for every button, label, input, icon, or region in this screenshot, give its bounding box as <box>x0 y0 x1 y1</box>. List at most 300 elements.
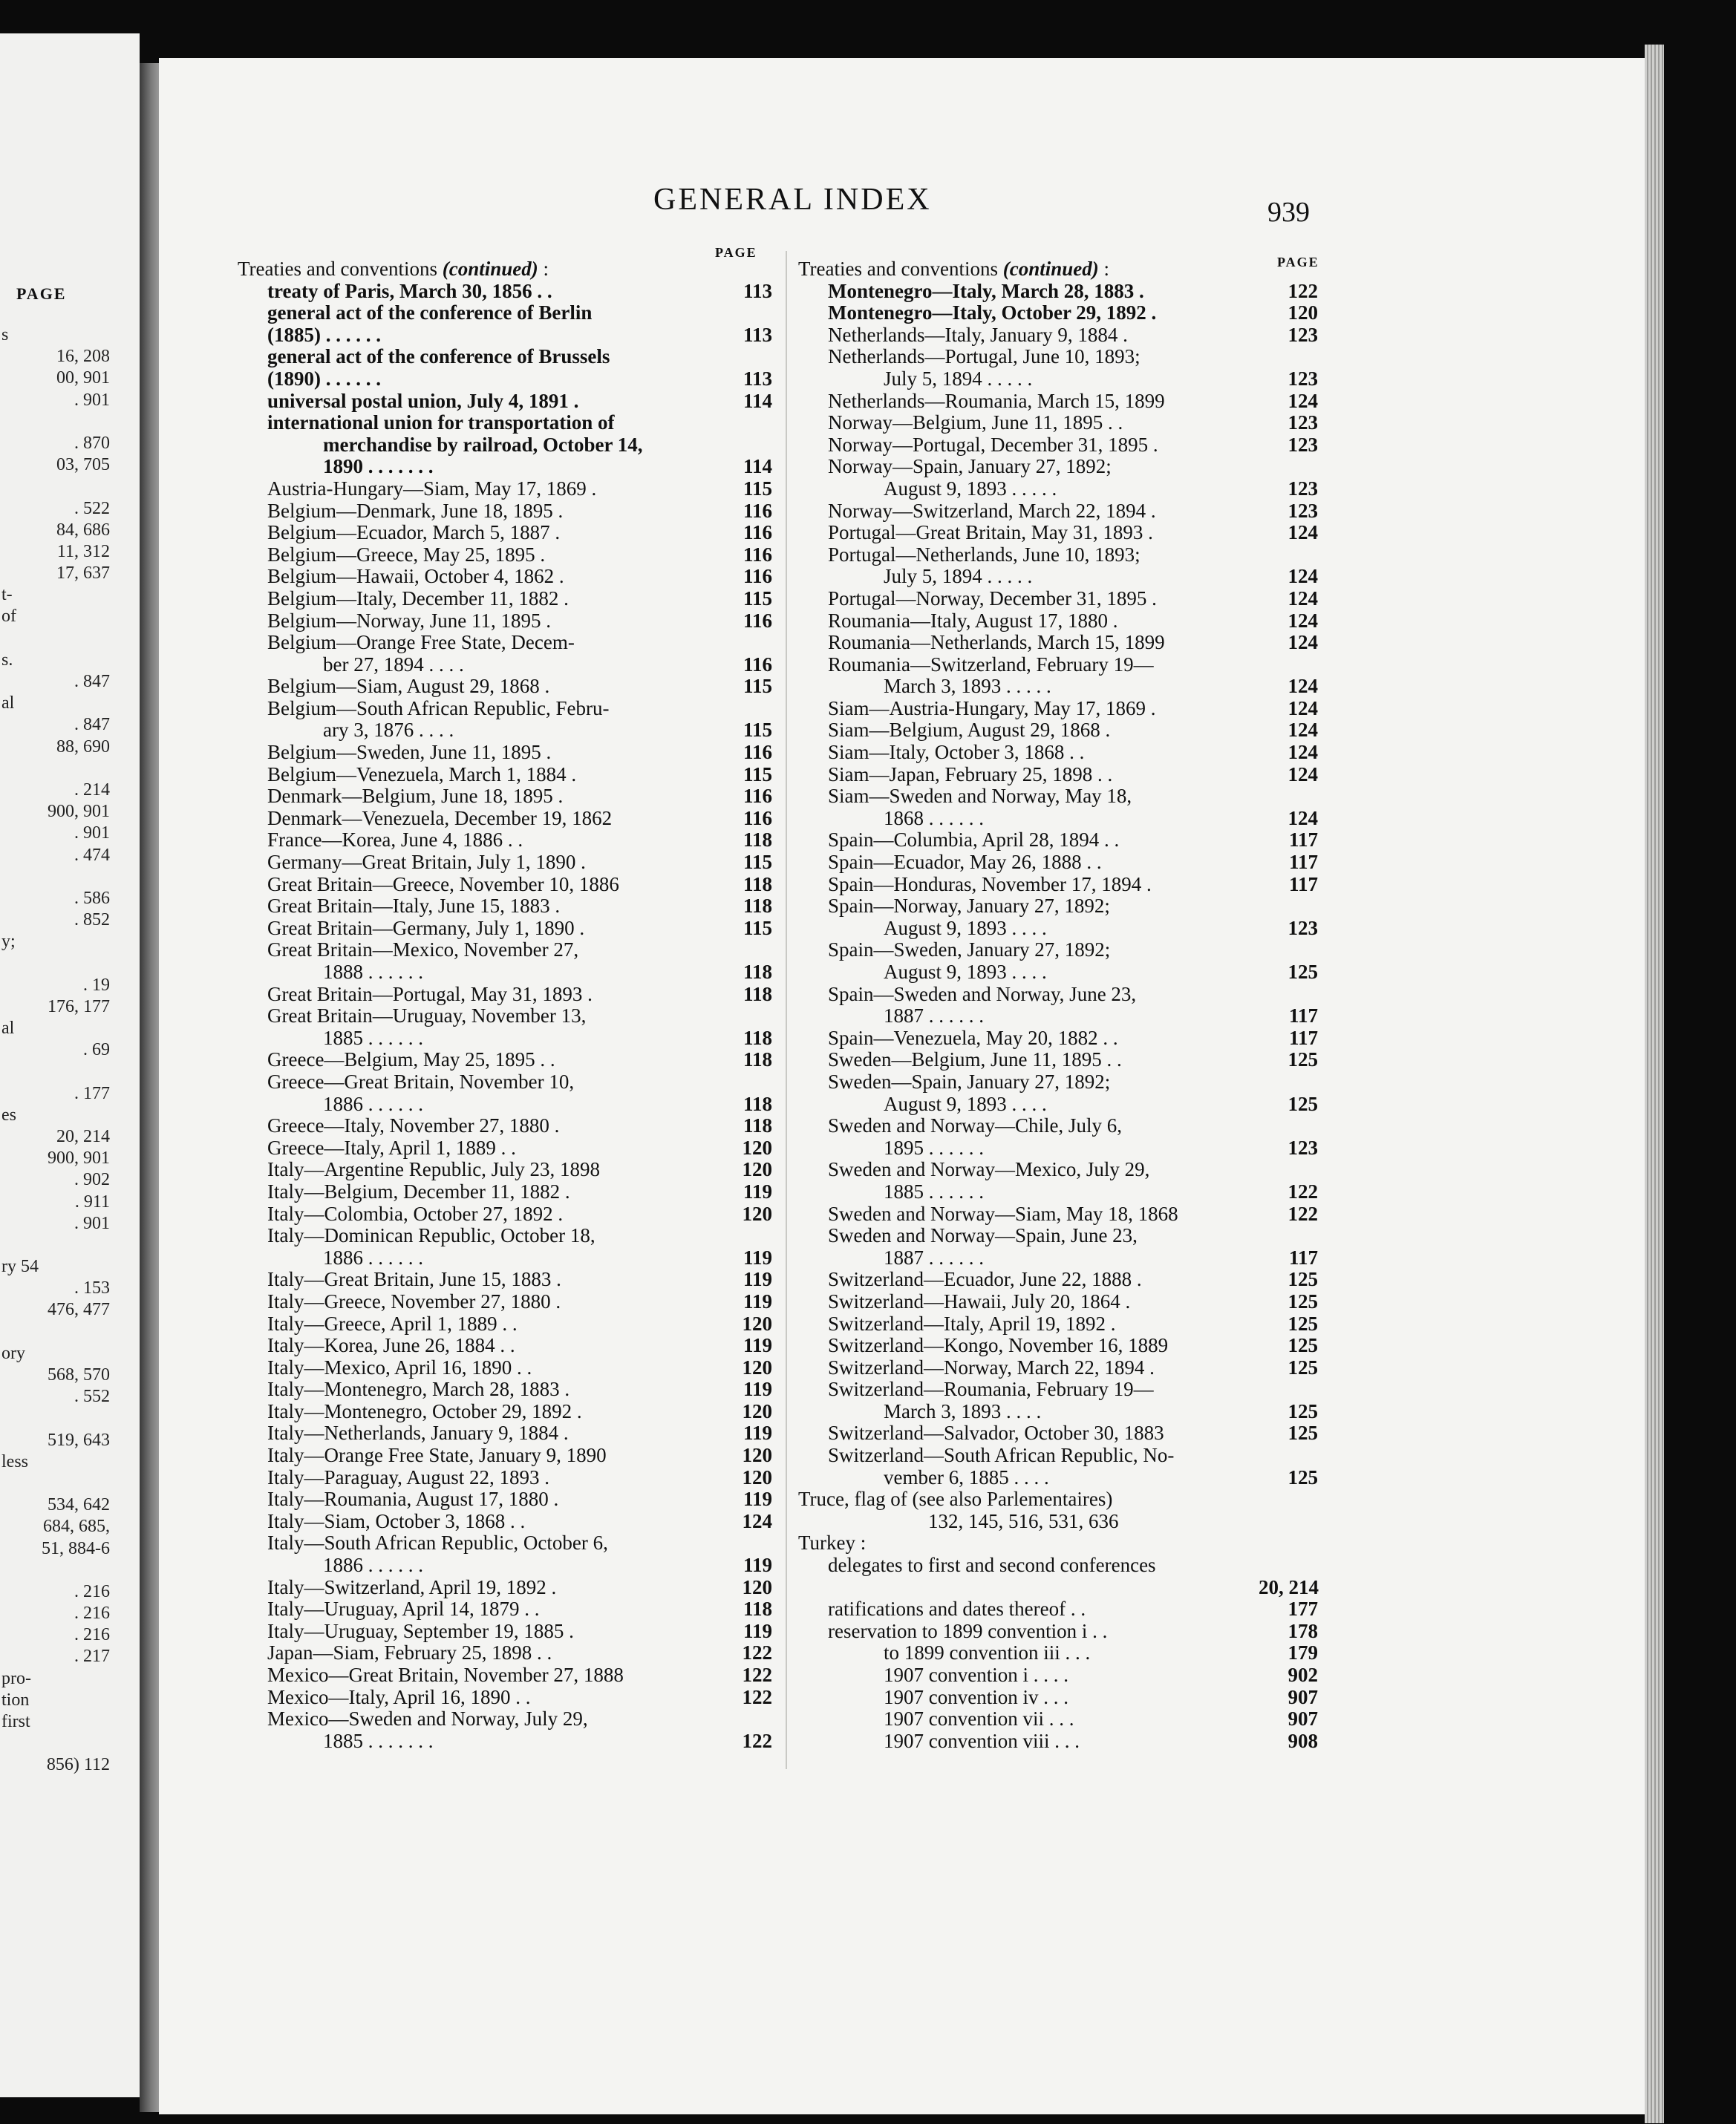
index-entry-text: 1907 convention iv . . . <box>884 1686 1068 1708</box>
index-entry <box>238 412 772 434</box>
index-entry <box>798 1577 1318 1599</box>
index-entry <box>798 1598 1318 1621</box>
index-page-ref: 123 <box>1288 477 1318 500</box>
index-entry-text: Spain—Sweden, January 27, 1892; <box>828 939 1111 961</box>
previous-page-line: 03, 705 <box>56 455 110 475</box>
previous-page-line: first <box>1 1712 30 1731</box>
index-entry <box>238 1621 772 1643</box>
index-entry-text: Switzerland—South African Republic, No- <box>828 1445 1175 1467</box>
index-page-ref: 115 <box>743 675 772 698</box>
index-entry-text: August 9, 1893 . . . . <box>884 917 1047 939</box>
index-entry <box>798 610 1318 633</box>
index-page-ref: 125 <box>1288 961 1318 983</box>
index-entry <box>238 1027 772 1050</box>
index-entry-text: Italy—South African Republic, October 6, <box>267 1532 608 1555</box>
index-entry <box>238 456 772 478</box>
index-entry <box>238 1291 772 1313</box>
index-entry <box>798 566 1318 588</box>
index-entry <box>798 1049 1318 1071</box>
index-entry <box>238 719 772 742</box>
index-page-ref: 123 <box>1288 433 1318 456</box>
previous-page-line: . 901 <box>74 1213 110 1233</box>
index-entry <box>238 1687 772 1709</box>
index-page-ref: 178 <box>1288 1619 1318 1642</box>
index-entry-text: Spain—Sweden and Norway, June 23, <box>828 983 1137 1005</box>
previous-page-fragment <box>0 33 140 2097</box>
index-page-ref: 117 <box>1288 872 1318 895</box>
index-page-ref: 120 <box>742 1202 772 1225</box>
index-entry-text: general act of the conference of Berlin <box>267 302 593 324</box>
index-entry <box>238 1335 772 1357</box>
previous-page-line <box>0 1733 140 1754</box>
index-entry-text: Turkey : <box>798 1532 867 1555</box>
previous-page-line <box>0 1473 140 1494</box>
index-page-ref: 120 <box>742 1136 772 1159</box>
previous-page-line: less <box>1 1451 28 1471</box>
index-entry <box>798 874 1318 896</box>
index-entry-text: Italy—Netherlands, January 9, 1884 . <box>267 1422 569 1445</box>
index-entry-text: Switzerland—Roumania, February 19— <box>828 1379 1154 1401</box>
index-entry-text: Portugal—Norway, December 31, 1895 . <box>828 587 1157 610</box>
index-page-ref: 114 <box>743 389 772 412</box>
index-page-ref: 118 <box>743 829 772 852</box>
index-entry-text: treaty of Paris, March 30, 1856 . . <box>267 280 552 302</box>
index-entry-text: Switzerland—Norway, March 22, 1894 . <box>828 1356 1155 1379</box>
previous-page-line: . 522 <box>74 498 110 518</box>
previous-page-line: 519, 643 <box>48 1430 110 1450</box>
index-entry <box>798 281 1318 303</box>
index-page-ref: 125 <box>1288 1092 1318 1115</box>
index-entry <box>798 764 1318 786</box>
index-entry <box>798 676 1318 698</box>
index-entry-text: Spain—Columbia, April 28, 1894 . . <box>828 829 1120 852</box>
index-entry-text: 1885 . . . . . . <box>323 1027 423 1049</box>
previous-page-line <box>0 952 140 974</box>
previous-page-line: 17, 637 <box>56 563 110 584</box>
index-entry <box>798 1467 1318 1489</box>
index-entry-text: (1885) . . . . . . <box>267 324 381 346</box>
index-entry-text: Siam—Sweden and Norway, May 18, <box>828 785 1132 808</box>
index-entry <box>238 1422 772 1445</box>
previous-page-line: 176, 177 <box>48 996 110 1016</box>
index-entry-text: Belgium—Siam, August 29, 1868 . <box>267 676 550 698</box>
index-entry <box>798 918 1318 940</box>
index-entry <box>238 984 772 1006</box>
index-page-ref: 118 <box>743 1026 772 1049</box>
index-entry-text: to 1899 convention iii . . . <box>884 1642 1091 1664</box>
index-entry-text: Switzerland—Italy, April 19, 1892 . <box>828 1313 1116 1335</box>
index-page-ref: 116 <box>743 521 772 544</box>
index-entry <box>238 961 772 984</box>
index-entry-text: Italy—Paraguay, August 22, 1893 . <box>267 1466 549 1489</box>
index-entry-text: Spain—Norway, January 27, 1892; <box>828 895 1110 918</box>
index-entry-text: Great Britain—Portugal, May 31, 1893 . <box>267 983 593 1005</box>
previous-page-line: 684, 685, <box>43 1517 110 1537</box>
index-entry <box>238 566 772 588</box>
index-entry <box>238 1731 772 1753</box>
index-page-ref: 902 <box>1288 1664 1318 1686</box>
index-entry <box>238 764 772 786</box>
index-entry <box>798 478 1318 500</box>
previous-page-line: 568, 570 <box>48 1365 110 1385</box>
index-entry-text: 1907 convention viii . . . <box>884 1730 1080 1752</box>
index-entry <box>798 939 1318 961</box>
previous-page-line <box>0 476 140 497</box>
previous-page-line: . 19 <box>83 975 110 995</box>
index-entry <box>798 961 1318 984</box>
previous-page-line: . 911 <box>74 1192 110 1212</box>
index-page-ref: 113 <box>743 279 772 302</box>
previous-page-line: . 870 <box>74 433 110 453</box>
index-entry-text: Great Britain—Mexico, November 27, <box>267 939 579 961</box>
index-page-ref: 123 <box>1288 367 1318 390</box>
index-entry <box>798 632 1318 654</box>
index-page-ref: 120 <box>742 1465 772 1489</box>
previous-page-line <box>0 1061 140 1082</box>
index-entry <box>238 1708 772 1731</box>
index-page-ref: 124 <box>1288 806 1318 829</box>
index-page-ref: 124 <box>1288 631 1318 654</box>
index-entry <box>798 302 1318 324</box>
index-entry-text: Italy—Colombia, October 27, 1892 . <box>267 1203 564 1225</box>
index-page-ref: 118 <box>743 982 772 1005</box>
index-entry-text: Italy—Korea, June 26, 1884 . . <box>267 1335 515 1357</box>
index-entry <box>798 984 1318 1006</box>
index-entry-text: Italy—Mexico, April 16, 1890 . . <box>267 1356 532 1379</box>
index-page-ref: 116 <box>743 565 772 588</box>
index-entry <box>798 1379 1318 1401</box>
index-entry-text: Sweden and Norway—Mexico, July 29, <box>828 1159 1150 1181</box>
index-entry <box>238 610 772 633</box>
index-entry <box>238 522 772 544</box>
index-entry-text: vember 6, 1885 . . . . <box>884 1466 1049 1489</box>
column-divider <box>786 251 787 1769</box>
index-entry <box>798 1642 1318 1664</box>
index-page-ref: 124 <box>742 1509 772 1532</box>
index-page-ref: 120 <box>742 1356 772 1379</box>
index-page-ref: 118 <box>743 872 772 895</box>
index-entry-text: Portugal—Great Britain, May 31, 1893 . <box>828 522 1153 544</box>
index-entry-text: Italy—Montenegro, March 28, 1883 . <box>267 1379 570 1401</box>
index-entry-text: Sweden and Norway—Spain, June 23, <box>828 1225 1138 1247</box>
index-page-ref: 120 <box>742 1312 772 1335</box>
index-entry-text: Belgium—Sweden, June 11, 1895 . <box>267 742 552 764</box>
index-page-ref: 122 <box>742 1685 772 1708</box>
index-entry-text: Belgium—Ecuador, March 5, 1887 . <box>267 522 561 544</box>
index-entry <box>798 1027 1318 1050</box>
index-entry-text: Belgium—Hawaii, October 4, 1862 . <box>267 566 564 588</box>
index-entry <box>798 829 1318 852</box>
index-entry-text: Treaties and conventions (continued) : <box>238 258 549 280</box>
index-page-ref: 119 <box>743 1180 772 1203</box>
index-entry <box>238 808 772 830</box>
index-page-ref: 120 <box>742 1158 772 1181</box>
index-entry <box>238 1664 772 1687</box>
index-entry-text: Belgium—Venezuela, March 1, 1884 . <box>267 763 577 785</box>
previous-page-line: . 177 <box>74 1083 110 1103</box>
index-entry-text: Germany—Great Britain, July 1, 1890 . <box>267 852 586 874</box>
index-entry <box>238 1489 772 1511</box>
index-entry-text: Switzerland—Ecuador, June 22, 1888 . <box>828 1269 1142 1291</box>
index-entry <box>238 742 772 764</box>
previous-page-line: t- <box>1 585 13 605</box>
index-entry-text: Italy—Greece, November 27, 1880 . <box>267 1290 561 1313</box>
index-page-ref: 124 <box>1288 741 1318 764</box>
index-entry <box>238 1577 772 1599</box>
index-entry-text: Italy—Greece, April 1, 1889 . . <box>267 1313 518 1335</box>
previous-page-line: . 847 <box>74 672 110 691</box>
index-page-ref: 123 <box>1288 1136 1318 1159</box>
index-entry-text: ber 27, 1894 . . . . <box>323 653 464 676</box>
index-entry-text: Roumania—Italy, August 17, 1880 . <box>828 610 1118 632</box>
index-page-ref: 115 <box>743 851 772 874</box>
index-entry <box>238 1115 772 1137</box>
index-entry <box>798 1269 1318 1291</box>
index-page-ref: 116 <box>743 499 772 522</box>
index-entry <box>798 1357 1318 1379</box>
index-page-ref: 124 <box>1288 609 1318 632</box>
index-entry-text: Truce, flag of (see also Parlementaires) <box>798 1489 1113 1511</box>
index-entry-text: Spain—Ecuador, May 26, 1888 . . <box>828 852 1102 874</box>
index-page-ref: 122 <box>742 1641 772 1664</box>
index-entry <box>238 1445 772 1467</box>
previous-page-line: 00, 901 <box>56 368 110 388</box>
index-entry-text: Italy—Montenegro, October 29, 1892 . <box>267 1400 582 1422</box>
index-entry-text: Norway—Switzerland, March 22, 1894 . <box>828 500 1156 522</box>
index-entry-text: international union for transportation of <box>267 412 615 434</box>
index-page-ref: 119 <box>743 1619 772 1642</box>
index-entry <box>798 1005 1318 1027</box>
index-entry <box>798 654 1318 676</box>
index-entry <box>238 1203 772 1226</box>
index-entry-text: Italy—Uruguay, April 14, 1879 . . <box>267 1598 540 1621</box>
index-page-ref: 124 <box>1288 565 1318 588</box>
index-entry-text: Netherlands—Italy, January 9, 1884 . <box>828 324 1128 346</box>
index-entry <box>238 368 772 391</box>
index-entry-text: Greece—Italy, November 27, 1880 . <box>267 1115 560 1137</box>
index-page-ref: 124 <box>1288 675 1318 698</box>
previous-page-line: ory <box>1 1343 25 1363</box>
index-page-ref: 116 <box>743 609 772 632</box>
previous-page-line: 900, 901 <box>48 1148 110 1169</box>
index-entry <box>798 1159 1318 1181</box>
index-entry <box>798 1247 1318 1270</box>
index-entry <box>798 588 1318 610</box>
index-page-ref: 123 <box>1288 411 1318 434</box>
index-page-ref: 120 <box>742 1444 772 1467</box>
index-entry-text: Italy—Great Britain, June 15, 1883 . <box>267 1269 561 1291</box>
index-entry <box>798 1335 1318 1357</box>
index-entry-text: Sweden and Norway—Siam, May 18, 1868 <box>828 1203 1178 1225</box>
index-page-ref: 115 <box>743 586 772 610</box>
index-entry <box>798 1687 1318 1709</box>
index-entry-text: Great Britain—Italy, June 15, 1883 . <box>267 895 561 918</box>
index-entry <box>798 522 1318 544</box>
index-entry-text: 1885 . . . . . . . <box>323 1730 434 1752</box>
index-entry-text: Roumania—Netherlands, March 15, 1899 <box>828 632 1165 654</box>
index-page-ref: 116 <box>743 741 772 764</box>
index-entry-text: ratifications and dates thereof . . <box>828 1598 1086 1621</box>
index-page-ref: 907 <box>1288 1708 1318 1731</box>
index-page-ref: 125 <box>1288 1290 1318 1313</box>
index-page-ref: 125 <box>1288 1356 1318 1379</box>
index-entry <box>798 742 1318 764</box>
previous-page-line: 11, 312 <box>56 541 110 561</box>
previous-page-line: . 214 <box>74 780 110 800</box>
index-page-ref: 907 <box>1288 1685 1318 1708</box>
index-entry <box>798 456 1318 478</box>
index-page-ref: 124 <box>1288 696 1318 719</box>
index-page-ref: 125 <box>1288 1268 1318 1291</box>
index-entry <box>798 324 1318 347</box>
index-entry <box>238 1159 772 1181</box>
index-page-ref: 118 <box>743 895 772 918</box>
index-entry <box>238 1049 772 1071</box>
index-entry-text: 1895 . . . . . . <box>884 1137 984 1159</box>
index-entry <box>238 544 772 566</box>
index-entry-text: delegates to first and second conferences <box>828 1555 1156 1577</box>
index-page-ref: 119 <box>743 1290 772 1313</box>
index-page-ref: 115 <box>743 916 772 939</box>
previous-page-line: . 217 <box>74 1647 110 1667</box>
index-entry <box>798 719 1318 742</box>
previous-page-lines <box>0 324 140 1777</box>
index-entry-text: Italy—Belgium, December 11, 1882 . <box>267 1180 570 1203</box>
page-label-left: PAGE <box>715 245 757 260</box>
index-page-ref: 118 <box>743 1092 772 1115</box>
index-page-ref: 124 <box>1288 762 1318 785</box>
index-entry-text: general act of the conference of Brussels <box>267 346 610 368</box>
index-entry-text: Italy—Siam, October 3, 1868 . . <box>267 1510 526 1532</box>
previous-page-line <box>0 1408 140 1429</box>
index-entry-text: Siam—Italy, October 3, 1868 . . <box>828 742 1085 764</box>
index-entry-text: Sweden and Norway—Chile, July 6, <box>828 1115 1122 1137</box>
index-entry <box>238 1313 772 1336</box>
index-entry-text: Spain—Venezuela, May 20, 1882 . . <box>828 1027 1118 1049</box>
index-entry-text: Switzerland—Kongo, November 16, 1889 <box>828 1335 1169 1357</box>
book-spine <box>140 63 159 2112</box>
index-entry <box>798 1203 1318 1226</box>
index-entry <box>798 1731 1318 1753</box>
index-page-ref: 124 <box>1288 719 1318 742</box>
index-entry <box>238 1357 772 1379</box>
index-entry <box>798 1225 1318 1247</box>
index-entry-text: Switzerland—Salvador, October 30, 1883 <box>828 1422 1164 1445</box>
index-entry <box>798 368 1318 391</box>
index-page-ref: 119 <box>743 1378 772 1401</box>
index-entry <box>798 1555 1318 1577</box>
previous-page-line: . 902 <box>74 1170 110 1190</box>
index-page-ref: 117 <box>1288 1026 1318 1049</box>
index-entry-text: Switzerland—Hawaii, July 20, 1864 . <box>828 1290 1131 1313</box>
index-entry-text: Sweden—Spain, January 27, 1892; <box>828 1071 1111 1093</box>
index-entry <box>238 895 772 918</box>
index-page-ref: 120 <box>1288 301 1318 324</box>
index-entry-text: France—Korea, June 4, 1886 . . <box>267 829 523 852</box>
index-page-ref: 119 <box>743 1334 772 1357</box>
previous-page-line: es <box>1 1105 16 1125</box>
index-entry-text: Norway—Portugal, December 31, 1895 . <box>828 434 1158 456</box>
right-index-column <box>798 258 1318 1752</box>
previous-page-line: . 216 <box>74 1581 110 1601</box>
index-entry-text: 1907 convention vii . . . <box>884 1708 1074 1731</box>
index-entry <box>798 1094 1318 1116</box>
index-entry <box>798 1401 1318 1423</box>
index-entry <box>798 1422 1318 1445</box>
index-entry <box>238 500 772 523</box>
index-page-ref: 114 <box>743 455 772 478</box>
index-entry <box>798 1115 1318 1137</box>
previous-page-line: . 901 <box>74 823 110 843</box>
index-entry-text: Italy—Uruguay, September 19, 1885 . <box>267 1620 574 1642</box>
index-entry <box>238 785 772 808</box>
previous-page-line <box>0 1560 140 1581</box>
index-page-ref: 122 <box>742 1729 772 1752</box>
index-entry <box>238 1467 772 1489</box>
previous-page-line: 534, 642 <box>48 1495 110 1515</box>
index-page-ref: 125 <box>1288 1465 1318 1489</box>
index-entry-text: Belgium—Norway, June 11, 1895 . <box>267 610 551 632</box>
index-entry <box>798 346 1318 368</box>
index-entry-text: Greece—Belgium, May 25, 1895 . . <box>267 1049 555 1071</box>
index-entry <box>798 391 1318 413</box>
index-entry <box>238 1532 772 1555</box>
previous-page-line: . 153 <box>74 1278 110 1298</box>
index-entry <box>238 1094 772 1116</box>
index-entry <box>798 852 1318 874</box>
index-page-ref: 113 <box>743 323 772 346</box>
index-entry-text: Netherlands—Roumania, March 15, 1899 <box>828 390 1165 412</box>
index-entry-text: (1890) . . . . . . <box>267 367 381 390</box>
page-label-right: PAGE <box>1277 255 1319 269</box>
index-entry <box>798 1511 1318 1533</box>
index-page-ref: 125 <box>1288 1312 1318 1335</box>
previous-page-line: . 216 <box>74 1604 110 1624</box>
previous-page-line <box>0 1235 140 1256</box>
index-entry <box>798 808 1318 830</box>
index-page-ref: 124 <box>1288 521 1318 544</box>
index-entry-text: Spain—Honduras, November 17, 1894 . <box>828 873 1152 895</box>
index-entry-text: reservation to 1899 convention i . . <box>828 1620 1108 1642</box>
index-entry-text: August 9, 1893 . . . . <box>884 1093 1047 1115</box>
index-entry <box>238 1401 772 1423</box>
index-entry <box>238 632 772 654</box>
index-entry-text: 1890 . . . . . . . <box>323 456 434 478</box>
index-entry <box>238 391 772 413</box>
index-entry <box>238 1071 772 1094</box>
index-entry <box>238 1642 772 1664</box>
index-entry-text: 1887 . . . . . . <box>884 1246 984 1269</box>
index-entry-text: Siam—Austria-Hungary, May 17, 1869 . <box>828 697 1156 719</box>
index-entry-text: Mexico—Sweden and Norway, July 29, <box>267 1708 588 1731</box>
index-entry <box>238 324 772 347</box>
index-page-ref: 120 <box>742 1575 772 1598</box>
previous-page-line: . 586 <box>74 888 110 908</box>
index-page-ref: 116 <box>743 785 772 808</box>
index-entry-text: merchandise by railroad, October 14, <box>323 434 643 456</box>
index-entry <box>798 1664 1318 1687</box>
index-entry <box>238 478 772 500</box>
index-entry-text: Greece—Italy, April 1, 1889 . . <box>267 1137 516 1159</box>
index-page-ref: 118 <box>743 1598 772 1621</box>
previous-page-line: . 69 <box>83 1040 110 1060</box>
index-page-ref: 113 <box>743 367 772 390</box>
index-entry-text: universal postal union, July 4, 1891 . <box>267 390 579 412</box>
index-entry <box>238 1225 772 1247</box>
index-page-ref: 118 <box>743 1114 772 1137</box>
index-entry-text: Belgium—Greece, May 25, 1895 . <box>267 543 546 566</box>
previous-page-line: . 552 <box>74 1387 110 1407</box>
